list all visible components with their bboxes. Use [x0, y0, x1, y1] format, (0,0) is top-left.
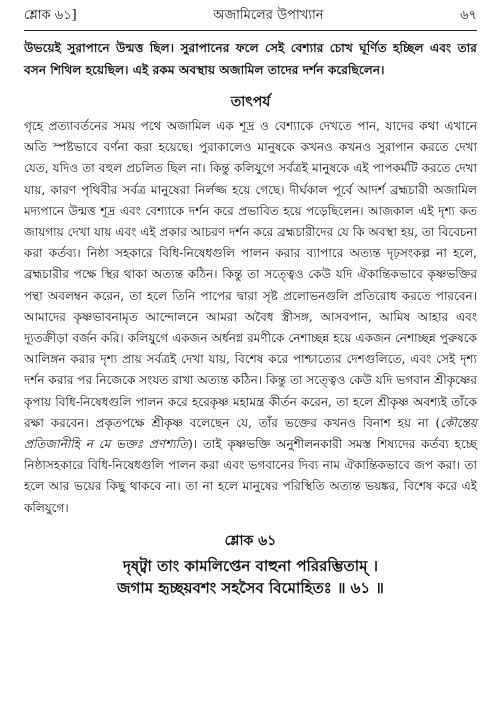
purport-paragraph [24, 116, 477, 519]
purport-text-part1: গৃহে প্রত্যাবর্তনের সময় পথে অজামিল এক শূদ্র ও বেশ্যাকে দেখতে পান, যাদের কথা এখানে অতি স্পষ্টভাবে বর্ণনা করা হয়েছে। পুরাকালেও মানুষকে কখনও কখনও সুরাপান করতে দেখা যেত, যদিও তা বহুল প্রচলিত ছিল না। কিন্তু কলিযুগে সর্বত্রই মানুষকে এই পাপকর্মটি করতে দেখা যায়, কারণ পৃথিবীর সর্বত্র মানুষেরা নির্লজ্জ হয়ে গেছে। দীর্ঘকাল পূর্বে আদর্শ ব্রহ্মচারী অজামিল মদ্যপানে উন্মত্ত শূদ্র এবং বেশ্যাকে দর্শন করে প্রভাবিত হয়ে পড়েছিলেন। আজকাল এই দৃশ্য কত জায়গায় দেখা যায় এবং এই প্রকার আচরণ দর্শন করে ব্রহ্মচারীদের যে কি অবস্থা হয়, তা বিবেচনা করা কর্তব্য। নিষ্ঠা সহকারে বিধি-নিষেধগুলি পালন করার ব্যাপারে অত্যন্ত দৃঢ়সংকল্প না হলে, ব্রহ্মচারীর পক্ষে স্থির থাকা অত্যন্ত কঠিন। কিন্তু তা সত্ত্বেও কেউ যদি ঐকান্তিকভাবে কৃষ্ণভক্তির পন্থা অবলম্বন করেন, তা হলে তিনি পাপের দ্বারা সৃষ্ট প্রলোভনগুলি প্রতিরোধ করতে পারবেন। আমাদের কৃষ্ণভাবনামৃত আন্দোলনে আমরা অবৈধ স্ত্রীসঙ্গ, আসবপান, আমিষ আহার এবং দ্যূতক্রীড়া বর্জন করি। কলিযুগে একজন অর্ধনগ্ন রমণীকে নেশাচ্ছন্ন হয়ে একজন নেশাচ্ছন্ন পুরুষকে আলিঙ্গন করার দৃশ্য প্রায় সর্বত্রই দেখা যায়, বিশেষ করে পাশ্চাত্যের দেশগুলিতে, এবং সেই দৃশ্য দর্শন করার পর নিজেকে সংযত রাখা অত্যন্ত কঠিন। কিন্তু তা সত্ত্বেও কেউ যদি ভগবান শ্রীকৃষ্ণের কৃপায় বিধি-নিষেধগুলি পালন করে হরেকৃষ্ণ মহামন্ত্র কীর্তন করেন, তা হলে শ্রীকৃষ্ণ অবশ্যই তাঁকে রক্ষা করবেন। প্রকৃতপক্ষে শ্রীকৃষ্ণ বলেছেন যে, তাঁর ভক্তের কখনও বিনাশ হয় না ( [24, 119, 477, 430]
translation-text: উভয়েই সুরাপানে উন্মত্ত ছিল। সুরাপানের ফলে সেই বেশ্যার চোখ ঘূর্ণিত হচ্ছিল এবং তার বসন শিথিল হয়েছিল। এই রকম অবস্থায় অজামিল তাদের দর্শন করেছিলেন। [24, 41, 477, 77]
verse-line-1: দৃষ্ট্বা তাং কামলিপ্তেন বাহুনা পরিরম্ভিতাম্ । [123, 556, 378, 575]
header-verse-ref: শ্লোক ৬১] [24, 8, 77, 23]
page-number: ৬৭ [460, 8, 477, 23]
purport-title: তাৎপর্য [230, 94, 271, 110]
running-header [24, 6, 477, 31]
purport-italic-quote: কৌন্তেয় প্রতিজানীহি ন মে ভক্তঃ প্রণশ্যতি [24, 415, 477, 452]
purport-text-part2: )। তাই কৃষ্ণভক্তি অনুশীলনকারী সমস্ত শিষ্যদের কর্তব্য হচ্ছে নিষ্ঠাসহকারে বিধি-নিষেধগুলি পালন করা এবং ভগবানের দিব্য নাম ঐকান্তিকভাবে জপ করা। তা হলে আর ভয়ের কিছু থাকবে না। তা না হলে মানুষের পরিস্থিতি অত্যন্ত ভয়ঙ্কর, বিশেষ করে এই কলিযুগে। [24, 437, 477, 515]
verse-title: শ্লোক ৬১ [224, 532, 277, 549]
verse-line-2: জগাম হৃচ্ছয়বশং সহসৈব বিমোহিতঃ ॥ ৬১ ॥ [117, 578, 384, 597]
header-chapter-title: অজামিলের উপাখ্যান [213, 8, 324, 23]
